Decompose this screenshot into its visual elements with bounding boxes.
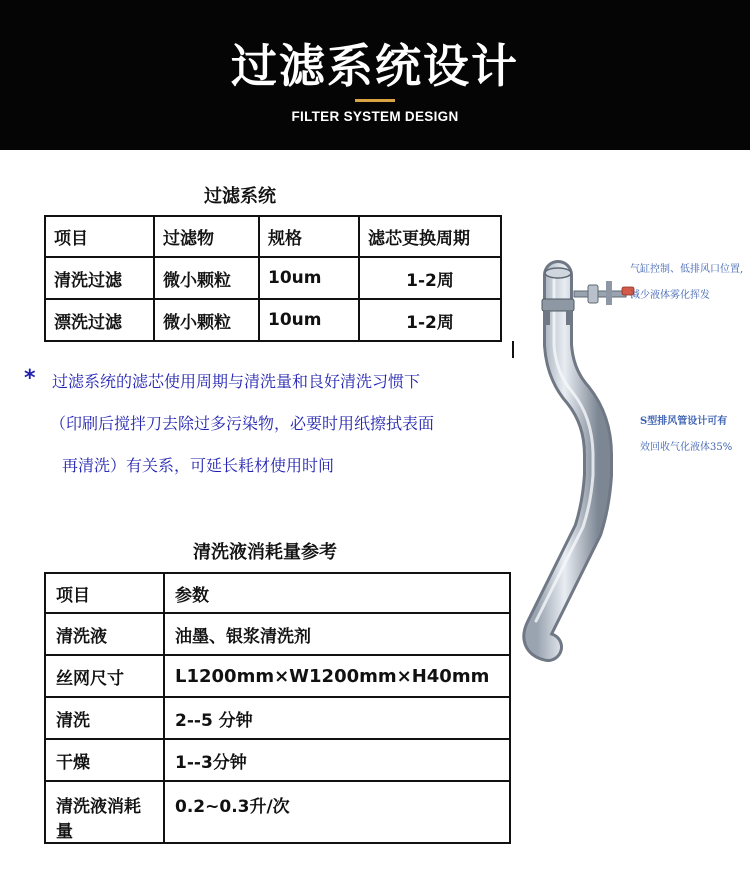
table-cell: 漂洗过滤 — [45, 299, 154, 341]
table-cell: 微小颗粒 — [154, 257, 259, 299]
table-cell: 干燥 — [45, 739, 164, 781]
note-line-3: 再清洗）有关系，可延长耗材使用时间 — [62, 456, 335, 475]
table-cell: 10um — [259, 299, 359, 341]
text-cursor — [512, 341, 514, 358]
header-cell: 过滤物 — [154, 216, 259, 257]
table-header-row — [45, 216, 501, 257]
page-subtitle: FILTER SYSTEM DESIGN — [291, 109, 459, 124]
table-cell: 0.2~0.3升/次 — [164, 781, 510, 843]
table-cell: L1200mm×W1200mm×H40mm — [164, 655, 510, 697]
page-title: 过滤系统设计 — [231, 39, 519, 93]
table-row — [45, 697, 510, 739]
consumption-table-title: 清洗液消耗量参考 — [193, 542, 337, 563]
table-cell: 1-2周 — [359, 257, 501, 299]
table-row — [45, 655, 510, 697]
annotation-cylinder-line-1: 气缸控制、低排风口位置, — [630, 264, 744, 275]
table-row — [45, 299, 501, 341]
note-line-2: （印刷后搅拌刀去除过多污染物，必要时用纸擦拭表面 — [50, 414, 435, 433]
table-row — [45, 573, 510, 613]
s-pipe-drawing — [518, 255, 750, 665]
header-cell: 规格 — [259, 216, 359, 257]
header-cell: 项目 — [45, 216, 154, 257]
table-cell: 微小颗粒 — [154, 299, 259, 341]
table-cell: 清洗过滤 — [45, 257, 154, 299]
consumption-table — [44, 572, 511, 844]
filter-table-title: 过滤系统 — [204, 186, 276, 207]
table-cell: 清洗液 — [45, 613, 164, 655]
table-row — [45, 739, 510, 781]
table-cell: 清洗液消耗量 — [45, 781, 164, 843]
table-cell: 丝网尺寸 — [45, 655, 164, 697]
table-cell: 1-2周 — [359, 299, 501, 341]
filter-table — [44, 215, 502, 342]
table-cell: 清洗 — [45, 697, 164, 739]
annotation-spipe-line-1: S型排风管设计可有 — [640, 416, 728, 427]
table-cell: 1--3分钟 — [164, 739, 510, 781]
title-accent-line — [355, 99, 395, 102]
header-banner — [0, 0, 750, 150]
table-cell: 项目 — [45, 573, 164, 613]
table-cell: 参数 — [164, 573, 510, 613]
header-cell: 滤芯更换周期 — [359, 216, 501, 257]
table-row — [45, 781, 510, 843]
table-cell: 10um — [259, 257, 359, 299]
note-line-1: 过滤系统的滤芯使用周期与清洗量和良好清洗习惯下 — [52, 372, 421, 391]
s-pipe-illustration — [518, 255, 750, 665]
annotation-spipe-line-2: 效回收气化液体35% — [640, 442, 733, 453]
table-row — [45, 613, 510, 655]
annotation-cylinder-line-2: 减少液体雾化挥发 — [630, 290, 710, 301]
note-asterisk: * — [24, 366, 36, 391]
table-row — [45, 257, 501, 299]
table-cell: 2--5 分钟 — [164, 697, 510, 739]
table-cell: 油墨、银浆清洗剂 — [164, 613, 510, 655]
